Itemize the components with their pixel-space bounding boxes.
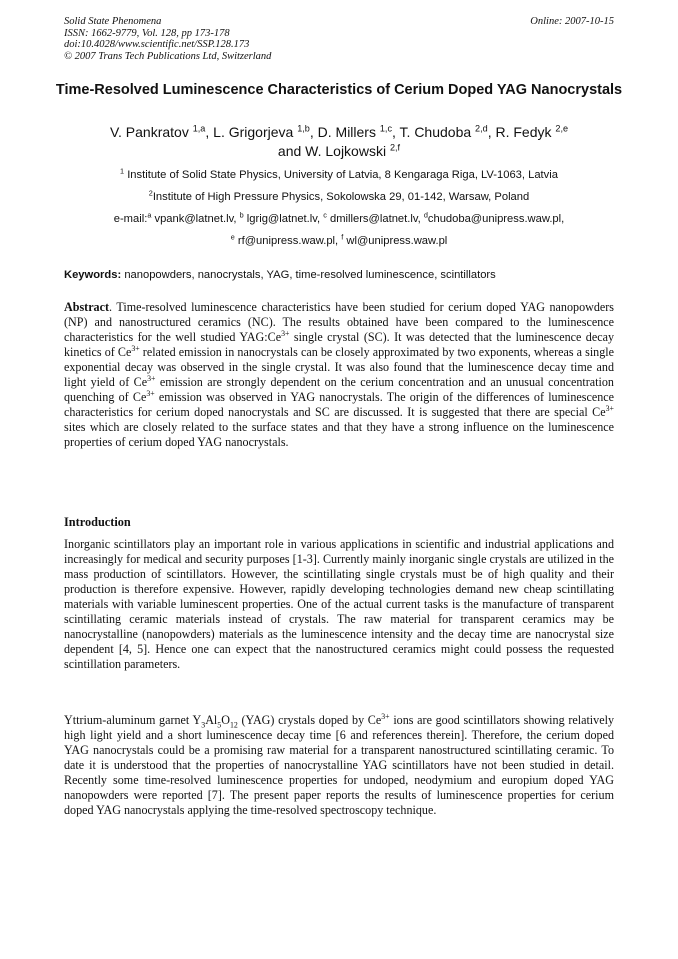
author: V. Pankratov $^{1,a}$: [109, 123, 206, 140]
journal-header: [64, 16, 271, 62]
keywords-text: nanopowders, nanocrystals, YAG, time-resolved luminescence, scintillators: [124, 269, 496, 281]
author: L. Grigorjeva $^{1,b}$: [213, 123, 310, 140]
email-link[interactable]: rf@unipress.waw.pl: [237, 235, 336, 247]
introduction-heading: Introduction: [64, 515, 131, 529]
online-date: Online: 2007-10-15: [530, 16, 614, 27]
author: T. Chudoba $^{2,d}$: [399, 123, 488, 140]
doi-line: doi:10.4028/www.scientific.net/SSP.128.173: [64, 39, 250, 50]
keywords: [64, 268, 614, 282]
email-link[interactable]: lgrig@latnet.lv: [246, 213, 318, 225]
email-link[interactable]: dmillers@latnet.lv: [329, 213, 418, 225]
email-line-2: $^e$ rf@unipress.waw.pl, $^f$ wl@unipress.waw.pl: [230, 232, 448, 247]
email-line-1: e-mail:$^a$ vpank@latnet.lv, $^b$ lgrig@latnet.lv, $^c$ dmillers@latnet.lv, $^d$chudoba@unipress.waw.pl,: [113, 210, 565, 225]
intro-paragraph-1: Inorganic scintillators play an important role in various applications in scientific and industrial applications and increasingly for medical and security purposes [1-3]. Currently mainly inorganic single crystals are utilized in the mass production of scintillators. However, the scintillating single crystals must be of high quality and their production is therefore expensive. However, rapidly developing technologies demand new cheap scintillating materials with variable luminescent properties. One of the actual current tasks is the manufacture of transparent scintillating ceramic materials instead of crystals. The raw material for transparent ceramics may be nanocrystalline (nanopowders) materials as the luminescence intensity and the decay time are nanocrystal size dependent [4, 5]. Hence one can expect that the nanostructured ceramics might could possess the requested scintillation parameters.: [64, 537, 614, 671]
issn-line: ISSN: 1662-9779, Vol. 128, pp 173-178: [64, 27, 230, 39]
affiliation-2: $^2$Institute of High Pressure Physics, Sokolowska 29, 01-142, Warsaw, Poland: [148, 188, 530, 203]
author: W. Lojkowski $^{2,f}$: [305, 142, 401, 159]
abstract-label: Abstract: [64, 300, 110, 314]
journal-name: Solid State Phenomena: [64, 16, 162, 27]
email-link[interactable]: wl@unipress.waw.pl: [346, 235, 448, 247]
author: R. Fedyk $^{2,e}$: [495, 123, 569, 140]
email-link[interactable]: chudoba@unipress.waw.pl: [427, 213, 562, 225]
copyright-line: © 2007 Trans Tech Publications Ltd, Switzerland: [64, 50, 272, 62]
author-list: V. Pankratov $^{1,a}$, L. Grigorjeva $^{1,b}$, D. Millers $^{1,c}$, T. Chudoba $^{2,d}$, R. Fedyk $^{2,e}$ and W. Lojkowski $^{2,f}$: [109, 123, 569, 159]
abstract: Abstract. Time-resolved luminescence characteristics have been studied for cerium doped YAG nanopowders (NP) and nanostructured ceramics (NC). The results obtained have been compared to the luminescence characteristics for the well studied $YAG:Ce^{3+}$ single crystal (SC). It was detected that the luminescence decay kinetics of $Ce^{3+}$ related emission in nanocrystals can be closely approximated by two exponents, whereas a single exponential decay was observed in the single crystal. It was also found that the luminescence decay time and light yield of $Ce^{3+}$ emission are strongly dependent on the cerium concentration and an unusual concentration quenching of $Ce^{3+}$ emission was observed in YAG nanocrystals. The origin of the differences of luminescence characteristics for cerium doped nanocrystals and SC are discussed. It is suggested that there are special $Ce^{3+}$ sites which are closely related to the surface states and that they have a strong influence on the luminescence properties of cerium doped YAG nanocrystals.: [64, 300, 615, 449]
keywords-label: Keywords:: [64, 269, 122, 281]
paper-title: Time-Resolved Luminescence Characteristics of Cerium Doped YAG Nanocrystals: [55, 82, 623, 98]
affiliation-1: $^1$ Institute of Solid State Physics, University of Latvia, 8 Kengaraga Riga, LV-1063, Latvia: [120, 166, 558, 181]
email-link[interactable]: vpank@latnet.lv: [154, 213, 234, 225]
intro-paragraph-2: Yttrium-aluminum garnet $Y_3Al_5O_{12}$ (YAG) crystals doped by $Ce^{3+}$ ions are good scintillators showing relatively high light yield and a short luminescence decay time [6 and references therein]. Therefore, the cerium doped YAG nanocrystals could be a promising raw material for a transparent nanostructured scintillating ceramic. To date it is understood that the properties of nanocrystalline YAG scintillators have not been studied in detail. Recently some time-resolved luminescence properties for undoped, neodymium and europium doped YAG nanopowders were reported [7]. The present paper reports the results of luminescence properties for cerium doped YAG nanocrystals applying the time-resolved spectroscopy technique.: [64, 711, 614, 817]
author: D. Millers $^{1,c}$: [317, 123, 393, 140]
